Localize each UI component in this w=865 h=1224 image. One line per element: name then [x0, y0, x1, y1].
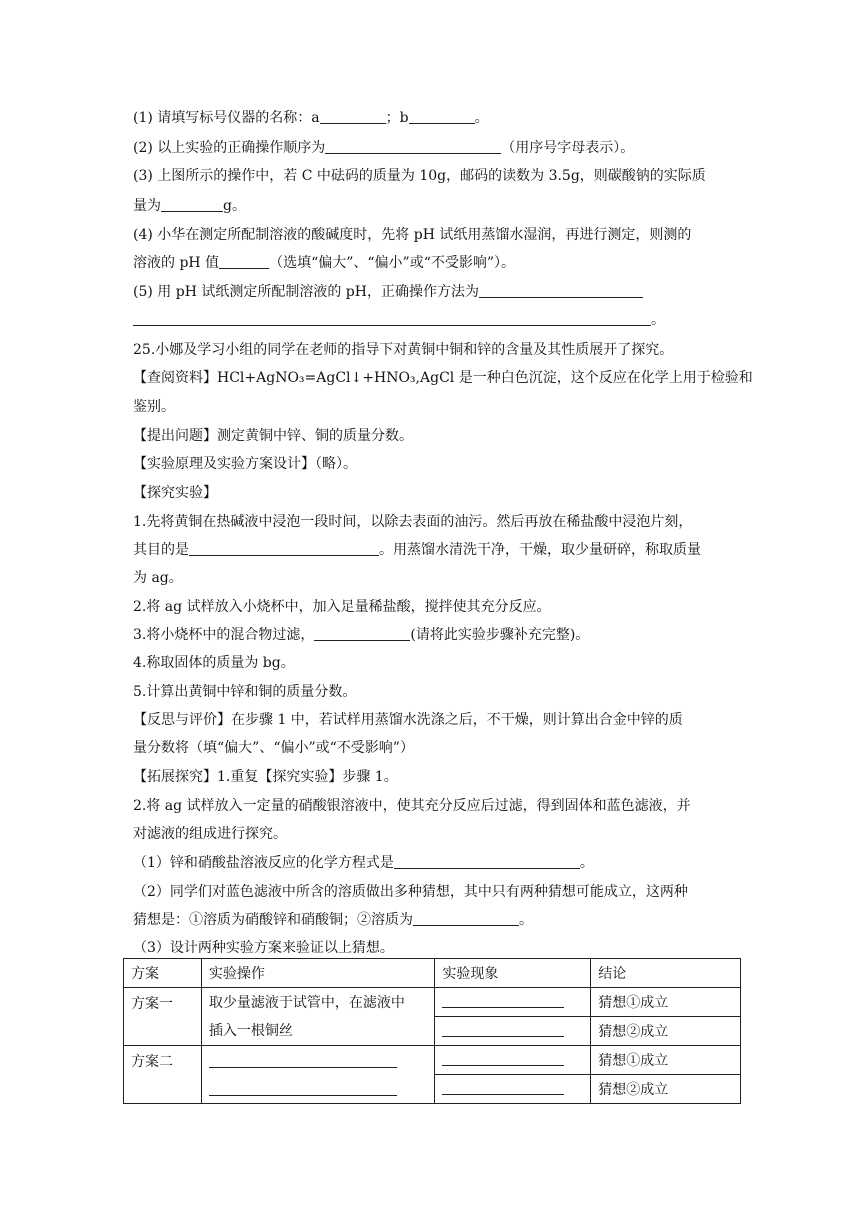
q24-part2: (2) 以上实验的正确操作顺序为 （用序号字母表示）。 — [133, 140, 635, 156]
q25-step4: 4.称取固体的质量为 bg。 — [133, 655, 295, 671]
q24-part5-line1: (5) 用 pH 试纸测定所配制溶液的 pH，正确操作方法为 — [133, 282, 643, 302]
q24-part3-line1: (3) 上图所示的操作中，若 C 中砝码的质量为 10g，邮码的读数为 3.5g，则碳酸钠的实际质 — [133, 168, 706, 184]
answer-blank-phenomenon[interactable] — [442, 1051, 564, 1066]
q25-sub3: （3）设计两种实验方案来验证以上猜想。 — [133, 940, 394, 956]
plan1-phenomenon-cell — [435, 1017, 591, 1046]
header-phenomenon: 实验现象 — [435, 959, 591, 988]
answer-blank-phenomenon[interactable] — [442, 1080, 564, 1095]
q25-step1-line3: 为 ag。 — [133, 570, 183, 586]
answer-blank-mass[interactable] — [161, 197, 223, 212]
table-row — [124, 988, 741, 1017]
q25-explore-heading: 【探究实验】 — [133, 485, 217, 501]
q25-reference-line2: 鉴别。 — [133, 399, 175, 415]
plan1-phenomenon-cell — [435, 988, 591, 1017]
q25-sub2-line1: （2）同学们对蓝色滤液中所含的溶质做出多种猜想，其中只有两种猜想可能成立，这两种 — [133, 884, 688, 900]
q24-part1: (1) 请填写标号仪器的名称：a ；b 。 — [133, 110, 489, 126]
answer-blank-operation[interactable] — [209, 1053, 397, 1068]
q25-reflect-line1: 【反思与评价】在步骤 1 中，若试样用蒸馏水洗涤之后，不干燥，则计算出合金中锌的质 — [133, 712, 683, 728]
plan2-conclusion-2: 猜想②成立 — [591, 1075, 741, 1104]
q25-reference: 【查阅资料】HCl+AgNO₃=AgCl↓+HNO₃,AgCl 是一种白色沉淀，这个反应在化学上用于检验和 — [133, 370, 753, 386]
answer-blank-operation[interactable] — [209, 1081, 397, 1096]
table-header-row — [124, 959, 741, 988]
plan1-conclusion-2: 猜想②成立 — [591, 1017, 741, 1046]
plan2-label: 方案二 — [124, 1046, 202, 1104]
q25-step1-line1: 1.先将黄铜在热碱液中浸泡一段时间，以除去表面的油污。然后再放在稀盐酸中浸泡片刻， — [133, 514, 693, 530]
q25-extend2-line2: 对滤液的组成进行探究。 — [133, 826, 287, 842]
answer-blank-a[interactable] — [320, 109, 386, 124]
q24-part3-line2: 量为 g。 — [133, 198, 246, 214]
plan2-phenomenon-cell — [435, 1075, 591, 1104]
q25-step5: 5.计算出黄铜中锌和铜的质量分数。 — [133, 684, 357, 700]
plan1-operation: 取少量滤液于试管中，在滤液中 插入一根铜丝 — [201, 988, 434, 1046]
q25-step2: 2.将 ag 试样放入小烧杯中，加入足量稀盐酸，搅拌使其充分反应。 — [133, 599, 551, 615]
answer-blank-phenomenon[interactable] — [442, 1022, 564, 1037]
plan1-label: 方案一 — [124, 988, 202, 1046]
q24-part4-line2: 溶液的 pH 值 （选填“偏大”、“偏小”或“不受影响”）。 — [133, 255, 516, 271]
plan1-conclusion-1: 猜想①成立 — [591, 988, 741, 1017]
q25-sub2-line2: 猜想是：①溶质为硝酸锌和硝酸铜；②溶质为 。 — [133, 912, 533, 928]
plan2-conclusion-1: 猜想①成立 — [591, 1046, 741, 1075]
q24-part5-line2: 。 — [133, 310, 665, 330]
answer-blank-equation[interactable] — [394, 854, 580, 869]
q25-extend: 【拓展探究】1.重复【探究实验】步骤 1。 — [133, 769, 398, 785]
header-operation: 实验操作 — [201, 959, 434, 988]
q24-part4-line1: (4) 小华在测定所配制溶液的酸碱度时，先将 pH 试纸用蒸馏水湿润，再进行测定，则测的 — [133, 227, 692, 243]
answer-blank-b[interactable] — [409, 109, 475, 124]
table-row — [124, 1046, 741, 1075]
answer-blank-step3[interactable] — [314, 626, 410, 641]
q25-intro: 25.小娜及学习小组的同学在老师的指导下对黄铜中铜和锌的含量及其性质展开了探究。 — [133, 342, 674, 358]
plan2-operation — [201, 1046, 434, 1104]
answer-blank-phenomenon[interactable] — [442, 993, 564, 1008]
q25-principle: 【实验原理及实验方案设计】（略）。 — [133, 456, 357, 472]
answer-blank-ph-method-cont[interactable] — [133, 311, 651, 326]
header-plan: 方案 — [124, 959, 202, 988]
answer-blank-solute[interactable] — [413, 911, 519, 926]
answer-blank-purpose[interactable] — [189, 541, 379, 556]
experiment-plan-table — [123, 958, 741, 1104]
q25-sub1: （1）锌和硝酸盐溶液反应的化学方程式是 。 — [133, 855, 594, 871]
header-conclusion: 结论 — [591, 959, 741, 988]
q25-step1-line2: 其目的是 。用蒸馏水清洗干净，干燥，取少量研碎，称取质量 — [133, 542, 701, 558]
answer-blank-ph[interactable] — [219, 254, 269, 269]
q25-question: 【提出问题】测定黄铜中锌、铜的质量分数。 — [133, 428, 413, 444]
q25-step3: 3.将小烧杯中的混合物过滤， (请将此实验步骤补充完整)。 — [133, 627, 590, 643]
q25-extend2-line1: 2.将 ag 试样放入一定量的硝酸银溶液中，使其充分反应后过滤，得到固体和蓝色滤液，并 — [133, 798, 691, 814]
q25-reflect-line2: 量分数将（填“偏大”、“偏小”或“不受影响”） — [133, 740, 414, 756]
plan2-phenomenon-cell — [435, 1046, 591, 1075]
answer-blank-order[interactable] — [325, 139, 501, 154]
answer-blank-ph-method[interactable] — [479, 283, 643, 298]
